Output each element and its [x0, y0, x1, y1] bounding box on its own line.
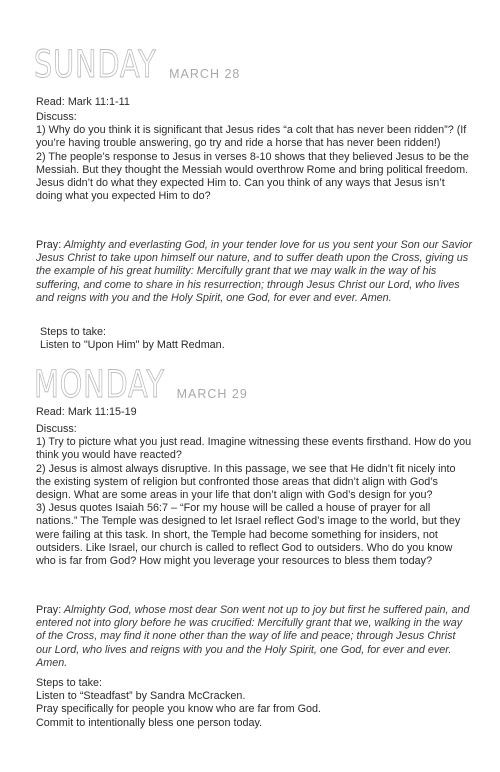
read-reference: Mark 11:15-19 — [67, 406, 137, 418]
discuss-section — [36, 423, 472, 568]
steps-section — [40, 326, 476, 352]
step-item: Commit to intentionally bless one person today. — [36, 716, 263, 729]
day-name: MONDAY — [34, 363, 165, 406]
discuss-label: Discuss: — [36, 111, 77, 123]
read-section — [36, 406, 472, 419]
prayer-text: Almighty and everlasting God, in your tender love for us you sent your Son our Savior Jesus Christ to take upon himself our nature, and to suffer death upon the Cross, giving us the example of his great humility: Mercifully grant that we may walk in the way of his suffering, and come to share in his resurrection; through Jesus Christ our Lord, who lives and reigns with you and the Holy Spirit, one God, for ever and ever. Amen. — [36, 239, 472, 304]
day-header-sunday — [34, 43, 241, 86]
day-name: SUNDAY — [34, 43, 157, 86]
prayer-text: Almighty God, whose most dear Son went not up to joy but first he suffered pain, and entered not into glory before he was crucified: Mercifully grant that we, walking in the way of the Cross, may find it none other than the way of life and peace; through Jesus Christ our Lord, who lives and reigns with you and the Holy Spirit, one God, for ever and ever. Amen. — [36, 604, 470, 669]
read-label: Read: — [36, 96, 65, 108]
discuss-question: 1) Try to picture what you just read. Imagine witnessing these events firsthand. How do you think you would have reacted? — [36, 436, 472, 462]
discuss-question: 2) Jesus is almost always disruptive. In this passage, we see that He didn’t fit nicely into the existing system of religion but confronted those areas that didn’t align with God’s design. What are some areas in your life that don’t align with God’s design for you? — [36, 462, 456, 502]
discuss-section — [36, 111, 472, 203]
prayer-section — [36, 239, 472, 305]
read-section — [36, 96, 472, 109]
day-date: MARCH 29 — [176, 387, 248, 401]
pray-label: Pray: — [36, 239, 62, 251]
discuss-question: 2) The people’s response to Jesus in verses 8-10 shows that they believed Jesus to be the Messiah. But they thought the Messiah would overthrow Rome and bring political freedom. Jesus didn’t do what they expected Him to. Can you think of any ways that Jesus isn’t doing what you expected Him to do? — [36, 150, 469, 203]
step-item: Listen to “Steadfast” by Sandra McCracken. — [36, 690, 246, 703]
step-item: Listen to "Upon Him" by Matt Redman. — [40, 339, 225, 352]
day-header-monday — [34, 363, 248, 406]
pray-label: Pray: — [36, 604, 62, 616]
discuss-question: 1) Why do you think it is significant that Jesus rides “a colt that has never been ridden”? (If you’re having trouble answering, go try and ride a horse that has never been ridden!) — [36, 124, 467, 150]
discuss-question: 3) Jesus quotes Isaiah 56:7 – “For my house will be called a house of prayer for all nations.” The Temple was designed to let Israel reflect God’s image to the world, but they were failing at this task. In short, the Temple had become something for insiders, not outsiders. Like Israel, our church is called to reflect God to outsiders. Who do you know who is far from God? How might you leverage your resources to bless them today? — [36, 502, 461, 568]
steps-label: Steps to take: — [36, 677, 103, 689]
day-date: MARCH 28 — [169, 67, 241, 81]
step-item: Pray specifically for people you know who are far from God. — [36, 703, 322, 716]
read-reference: Mark 11:1-11 — [67, 96, 130, 108]
discuss-label: Discuss: — [36, 423, 77, 435]
steps-section — [36, 677, 472, 730]
steps-label: Steps to take: — [40, 326, 107, 338]
prayer-section — [36, 604, 472, 670]
read-label: Read: — [36, 406, 65, 418]
